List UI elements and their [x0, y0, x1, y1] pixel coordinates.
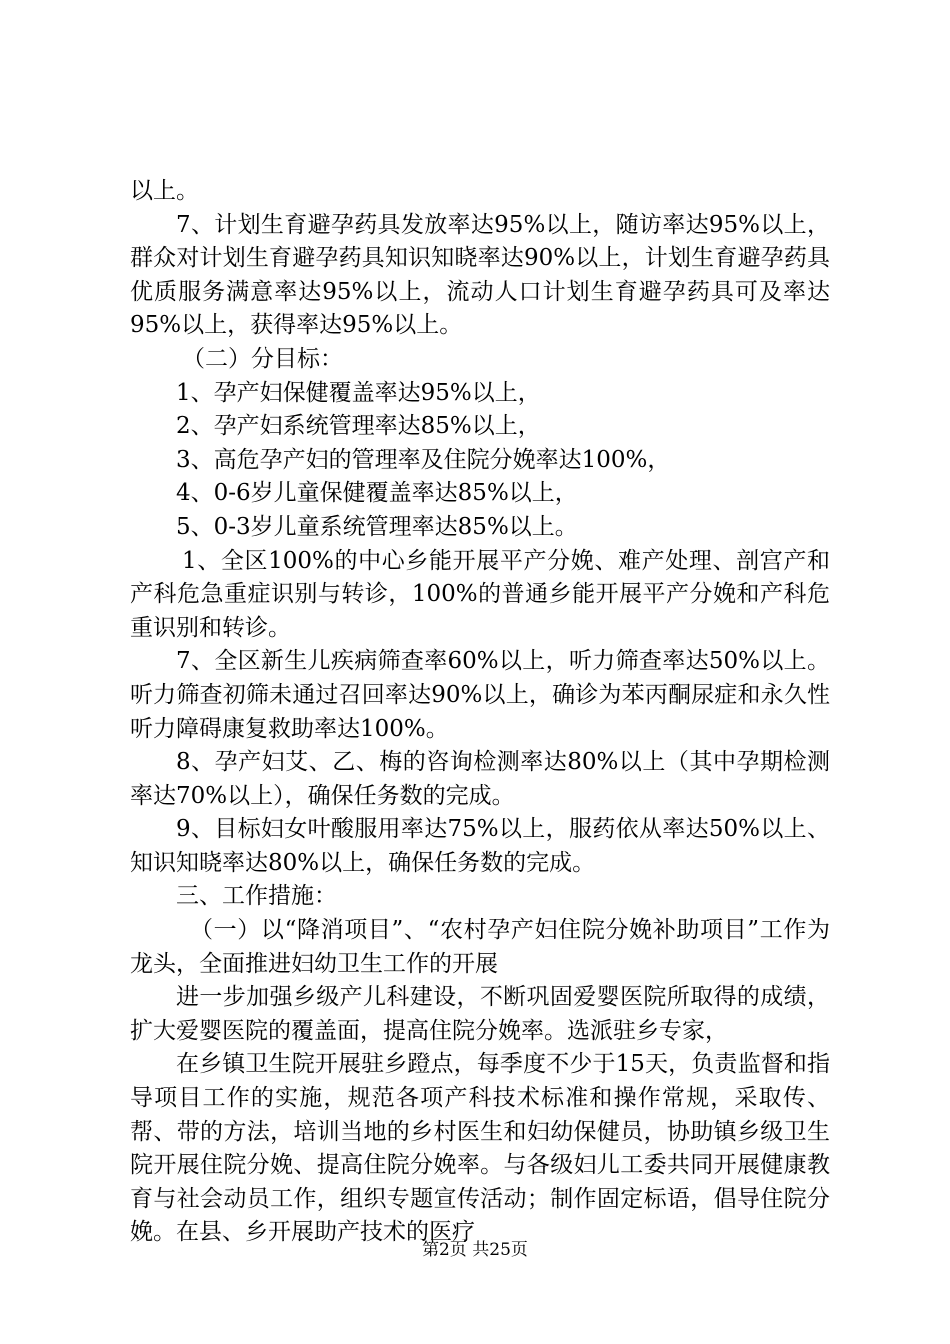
paragraph-item-1-townships: 1、全区100%的中心乡能开展平产分娩、难产处理、剖宫产和产科危急重症识别与转诊，100%的普通乡能开展平产分娩和产科危重识别和转诊。 [130, 547, 830, 641]
paragraph-sub-goal-5: 5、0-3岁儿童系统管理率达85%以上。 [176, 513, 578, 540]
paragraph-measure-1-details: 在乡镇卫生院开展驻乡蹬点，每季度不少于15天，负责监督和指导项目工作的实施，规范各项产科技术标准和操作常规，采取传、帮、带的方法，培训当地的乡村医生和妇幼保健员，协助镇乡级卫生院开展住院分娩、提高住院分娩率。与各级妇儿工委共同开展健康教育与社会动员工作，组织专题宣传活动；制作固定标语，倡导住院分娩。在县、乡开展助产技术的医疗 [130, 1051, 830, 1246]
paragraph-measure-1-body: 进一步加强乡级产儿科建设，不断巩固爱婴医院所取得的成绩，扩大爱婴医院的覆盖面，提高住院分娩率。选派驻乡专家， [130, 984, 830, 1044]
page-footer [0, 1240, 950, 1260]
paragraph-item-8-testing: 8、孕产妇艾、乙、梅的咨询检测率达80%以上（其中孕期检测率达70%以上），确保任务数的完成。 [130, 749, 830, 809]
paragraph-sub-goal-3: 3、高危孕产妇的管理率及住院分娩率达100%， [176, 446, 671, 473]
paragraph-sub-goal-2: 2、孕产妇系统管理率达85%以上， [176, 413, 541, 440]
paragraph-continuation: 以上。 [130, 178, 199, 204]
paragraph-measure-1-heading: （一）以“降消项目”、“农村孕产妇住院分娩补助项目”工作为龙头，全面推进妇幼卫生工作的开展 [130, 917, 830, 977]
page-number-label: 第2页 共25页 [422, 1240, 528, 1260]
paragraph-sub-goals-heading: （二）分目标： [182, 345, 343, 372]
paragraph-item-9-folic-acid: 9、目标妇女叶酸服用率达75%以上，服药依从率达50%以上、知识知晓率达80%以上，确保任务数的完成。 [130, 816, 830, 876]
paragraph-item-7-newborn-screening: 7、全区新生儿疾病筛查率60%以上，听力筛查率达50%以上。听力筛查初筛未通过召回率达90%以上，确诊为苯丙酮尿症和永久性听力障碍康复救助率达100%。 [130, 648, 830, 742]
paragraph-sub-goal-4: 4、0-6岁儿童保健覆盖率达85%以上， [176, 480, 578, 507]
paragraph-measures-heading: 三、工作措施： [176, 883, 337, 910]
paragraph-sub-goal-1: 1、孕产妇保健覆盖率达95%以上， [176, 379, 541, 406]
paragraph-item-7-contraceptives: 7、计划生育避孕药具发放率达95%以上，随访率达95%以上，群众对计划生育避孕药具知识知晓率达90%以上，计划生育避孕药具优质服务满意率达95%以上，流动人口计划生育避孕药具可及率达95%以上，获得率达95%以上。 [130, 211, 830, 339]
document-body [130, 175, 830, 1250]
